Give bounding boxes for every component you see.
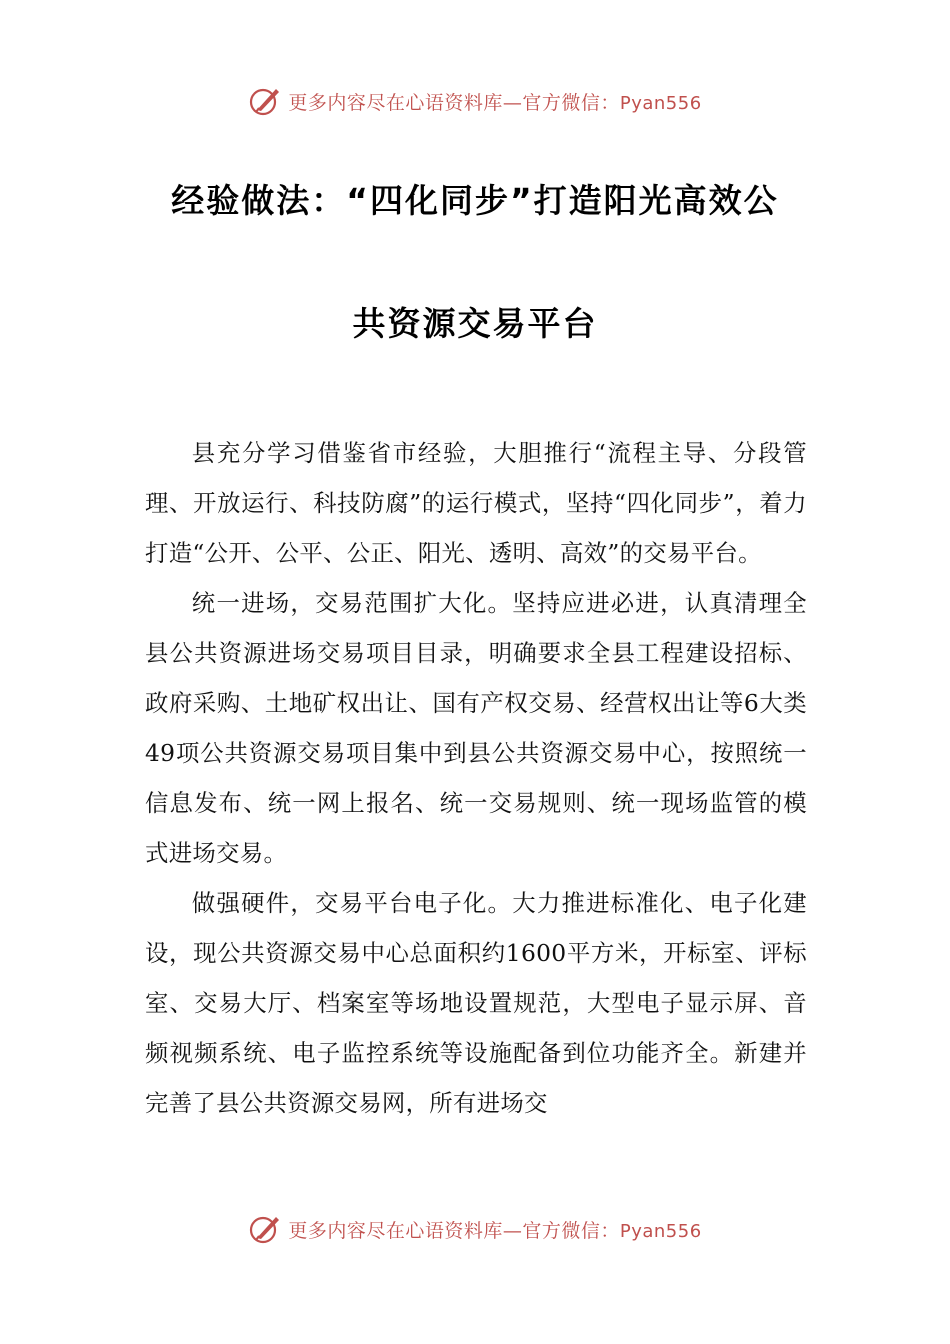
- footer-watermark: [0, 1212, 950, 1246]
- document-title-line2: 共资源交易平台: [352, 304, 598, 343]
- document-title-line1: 经验做法：“四化同步”打造阳光高效公: [171, 181, 779, 220]
- paragraph-intro: 县充分学习借鉴省市经验，大胆推行“流程主导、分段管理、开放运行、科技防腐”的运行模式，坚持“四化同步”，着力打造“公开、公平、公正、阳光、透明、高效”的交易平台。: [145, 439, 807, 567]
- header-banner: [288, 88, 701, 115]
- quill-pen-logo-icon: [248, 84, 282, 118]
- paragraph-hardware: 做强硬件，交易平台电子化。大力推进标准化、电子化建设，现公共资源交易中心总面积约1600平方米，开标室、评标室、交易大厅、档案室等场地设置规范，大型电子显示屏、音频视频系统、电子监控系统等设施配备到位功能齐全。新建并完善了县公共资源交易网，所有进场交: [145, 889, 807, 1117]
- header-banner-text: 更多内容尽在心语资料库—官方微信：: [288, 91, 620, 114]
- document-body: [145, 428, 807, 1128]
- header-wechat-id: Pyan556: [619, 92, 702, 114]
- paragraph-unified-entry: 统一进场，交易范围扩大化。坚持应进必进，认真清理全县公共资源进场交易项目目录，明确要求全县工程建设招标、政府采购、土地矿权出让、国有产权交易、经营权出让等6大类49项公共资源交易项目集中到县公共资源交易中心，按照统一信息发布、统一网上报名、统一交易规则、统一现场监管的模式进场交易。: [145, 589, 807, 867]
- footer-banner-text: 更多内容尽在心语资料库—官方微信：: [288, 1219, 620, 1242]
- quill-pen-logo-icon: [248, 1212, 282, 1246]
- footer-wechat-id: Pyan556: [619, 1220, 702, 1242]
- footer-banner: [288, 1216, 701, 1243]
- header-watermark: [0, 84, 950, 118]
